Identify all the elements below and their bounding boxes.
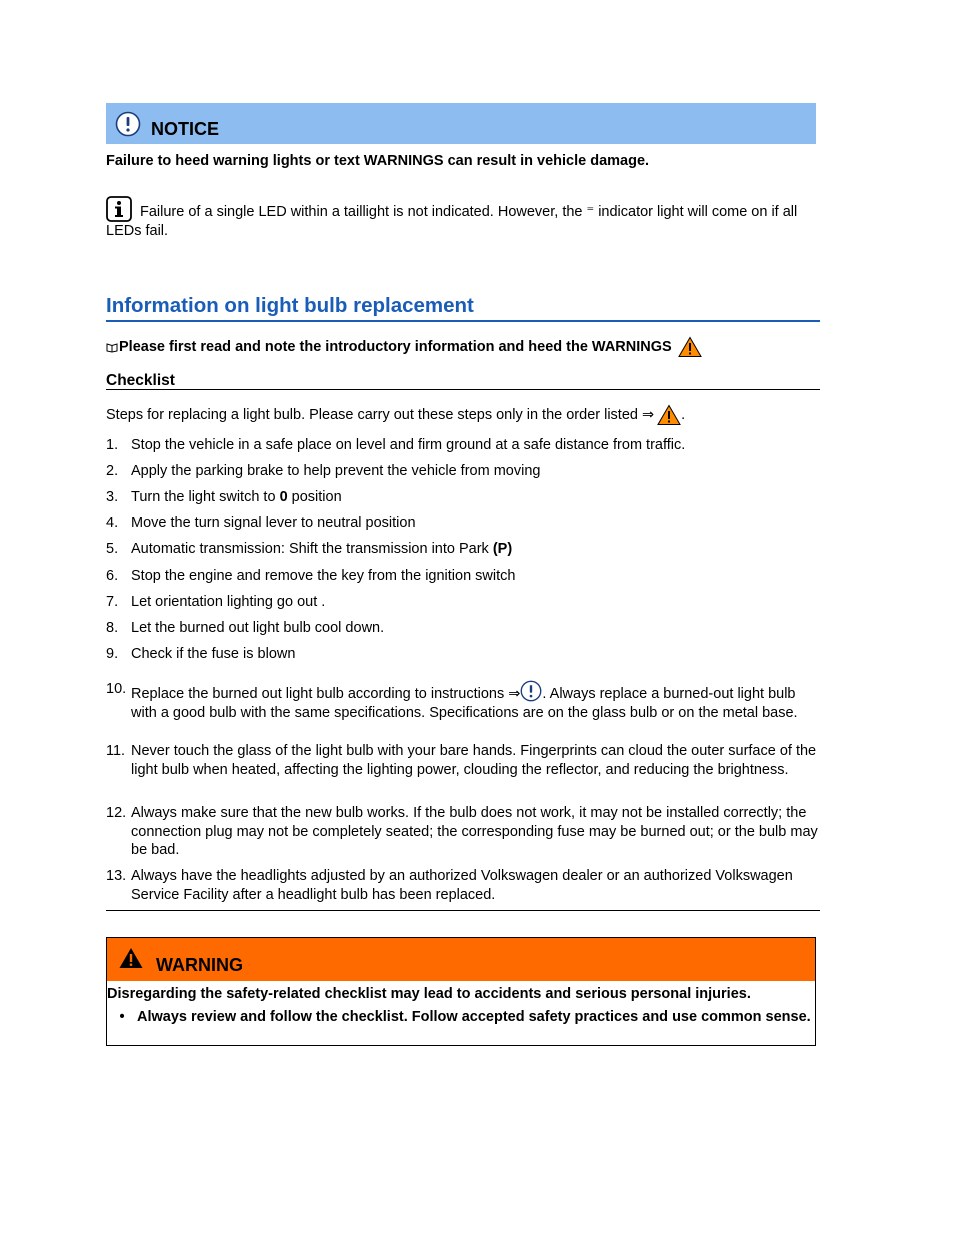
notice-title: NOTICE <box>151 119 220 139</box>
info-icon <box>106 196 132 222</box>
warning-title: WARNING <box>156 955 243 975</box>
notice-text: Failure to heed warning lights or text WARNINGS can result in vehicle damage. <box>106 153 650 169</box>
info-note <box>106 196 816 241</box>
exclamation-circle-icon <box>520 680 542 702</box>
warning-box <box>106 937 816 1046</box>
warning-text: Disregarding the safety-related checklist may lead to accidents and serious personal injuries. <box>107 986 751 1002</box>
warning-banner <box>107 938 815 981</box>
warning-triangle-icon <box>119 947 143 969</box>
notice-banner <box>106 103 816 144</box>
warning-triangle-icon <box>678 336 702 358</box>
section-heading: Information on light bulb replacement <box>106 293 820 322</box>
warning-bullet-item: • Always review and follow the checklist. Follow accepted safety practices and use common sense. <box>107 1008 813 1026</box>
bullet: • <box>119 1009 125 1025</box>
steps-intro <box>106 404 685 426</box>
book-icon <box>106 341 118 353</box>
divider <box>106 910 820 911</box>
steps-intro-end: . <box>681 407 686 423</box>
intro-text: Please first read and note the introductory information and heed the WARNINGS <box>119 339 672 355</box>
checklist-heading: Checklist <box>106 372 820 390</box>
intro-line <box>106 336 702 358</box>
warning-triangle-icon <box>657 404 681 426</box>
exclamation-circle-icon <box>115 111 141 137</box>
info-note-text: Failure of a single LED within a taillight is not indicated. However, the ⁼ indicator light will come on if all LEDs fail. <box>106 204 798 239</box>
steps-intro-text: Steps for replacing a light bulb. Please carry out these steps only in the order listed ⇒ <box>106 407 655 423</box>
